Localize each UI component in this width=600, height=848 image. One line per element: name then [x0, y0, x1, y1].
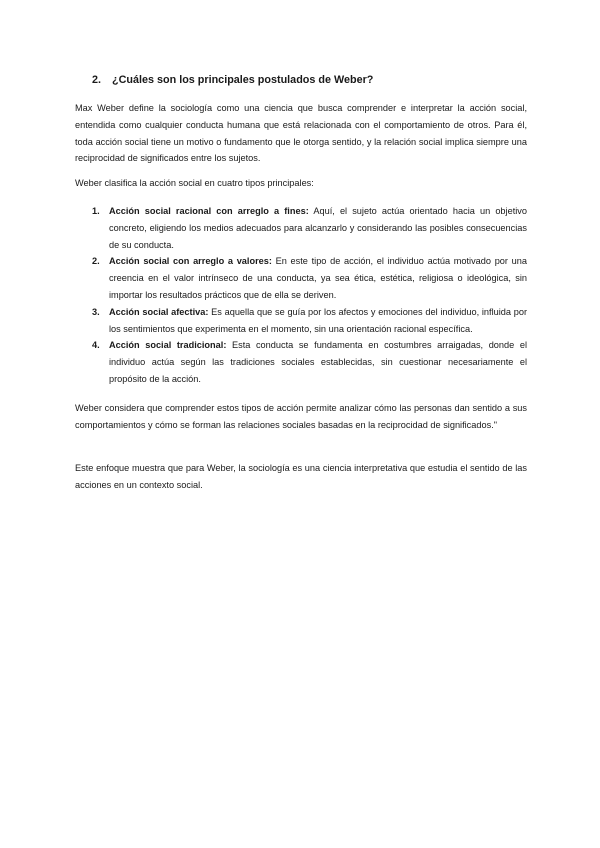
- list-item-term: Acción social racional con arreglo a fines:: [109, 206, 309, 216]
- section-title: ¿Cuáles son los principales postulados de Weber?: [112, 74, 374, 86]
- section-number: 2.: [92, 74, 102, 86]
- list-marker: 1.: [92, 206, 100, 216]
- action-types-list: [92, 203, 527, 388]
- list-item-term: Acción social tradicional:: [109, 340, 227, 351]
- list-item-description: Aquí, el sujeto actúa orientado hacia un objetivo concreto, eligiendo los medios adecuados para alcanzarlo y considerando las posibles consecuencias de su conducta.: [109, 206, 527, 250]
- list-item: [92, 304, 527, 338]
- section-heading: [92, 74, 373, 86]
- classification-paragraph: Weber clasifica la acción social en cuatro tipos principales:: [75, 178, 314, 188]
- list-item-description: En este tipo de acción, el individuo actúa motivado por una creencia en el valor intrínseco de una conducta, ya sea ética, estética, religiosa o ideológica, sin importar los resultados prácticos que de ella se deriven.: [109, 256, 527, 300]
- list-marker: 4.: [92, 340, 100, 351]
- list-item: [92, 203, 527, 253]
- intro-paragraph: Max Weber define la sociología como una ciencia que busca comprender e interpretar la acción social, entendida como cualquier conducta humana que está relacionada con el comportamiento de otros. Para él, toda acción social tiene un motivo o fundamento que le otorga sentido, y la relación social implica siempre una reciprocidad de significados entre los sujetos.: [75, 103, 527, 164]
- list-item-description: Esta conducta se fundamenta en costumbres arraigadas, donde el individuo actúa según las tradiciones sociales establecidas, sin cuestionar necesariamente el propósito de la acción.: [109, 340, 527, 384]
- list-item-term: Acción social afectiva:: [109, 306, 209, 317]
- list-item: [92, 337, 527, 387]
- closing-paragraph: Este enfoque muestra que para Weber, la sociología es una ciencia interpretativa que estudia el sentido de las acciones en un contexto social.: [75, 463, 527, 490]
- list-item: [92, 253, 527, 303]
- conclusion-paragraph: Weber considera que comprender estos tipos de acción permite analizar cómo las personas dan sentido a sus comportamientos y cómo se forman las relaciones sociales basadas en la reciprocidad de significados.": [75, 403, 527, 430]
- list-marker: 3.: [92, 306, 100, 317]
- list-marker: 2.: [92, 256, 100, 267]
- list-item-description: Es aquella que se guía por los afectos y emociones del individuo, influida por los sentimientos que experimenta en el momento, sin una orientación racional específica.: [109, 306, 527, 334]
- list-item-term: Acción social con arreglo a valores:: [109, 256, 272, 267]
